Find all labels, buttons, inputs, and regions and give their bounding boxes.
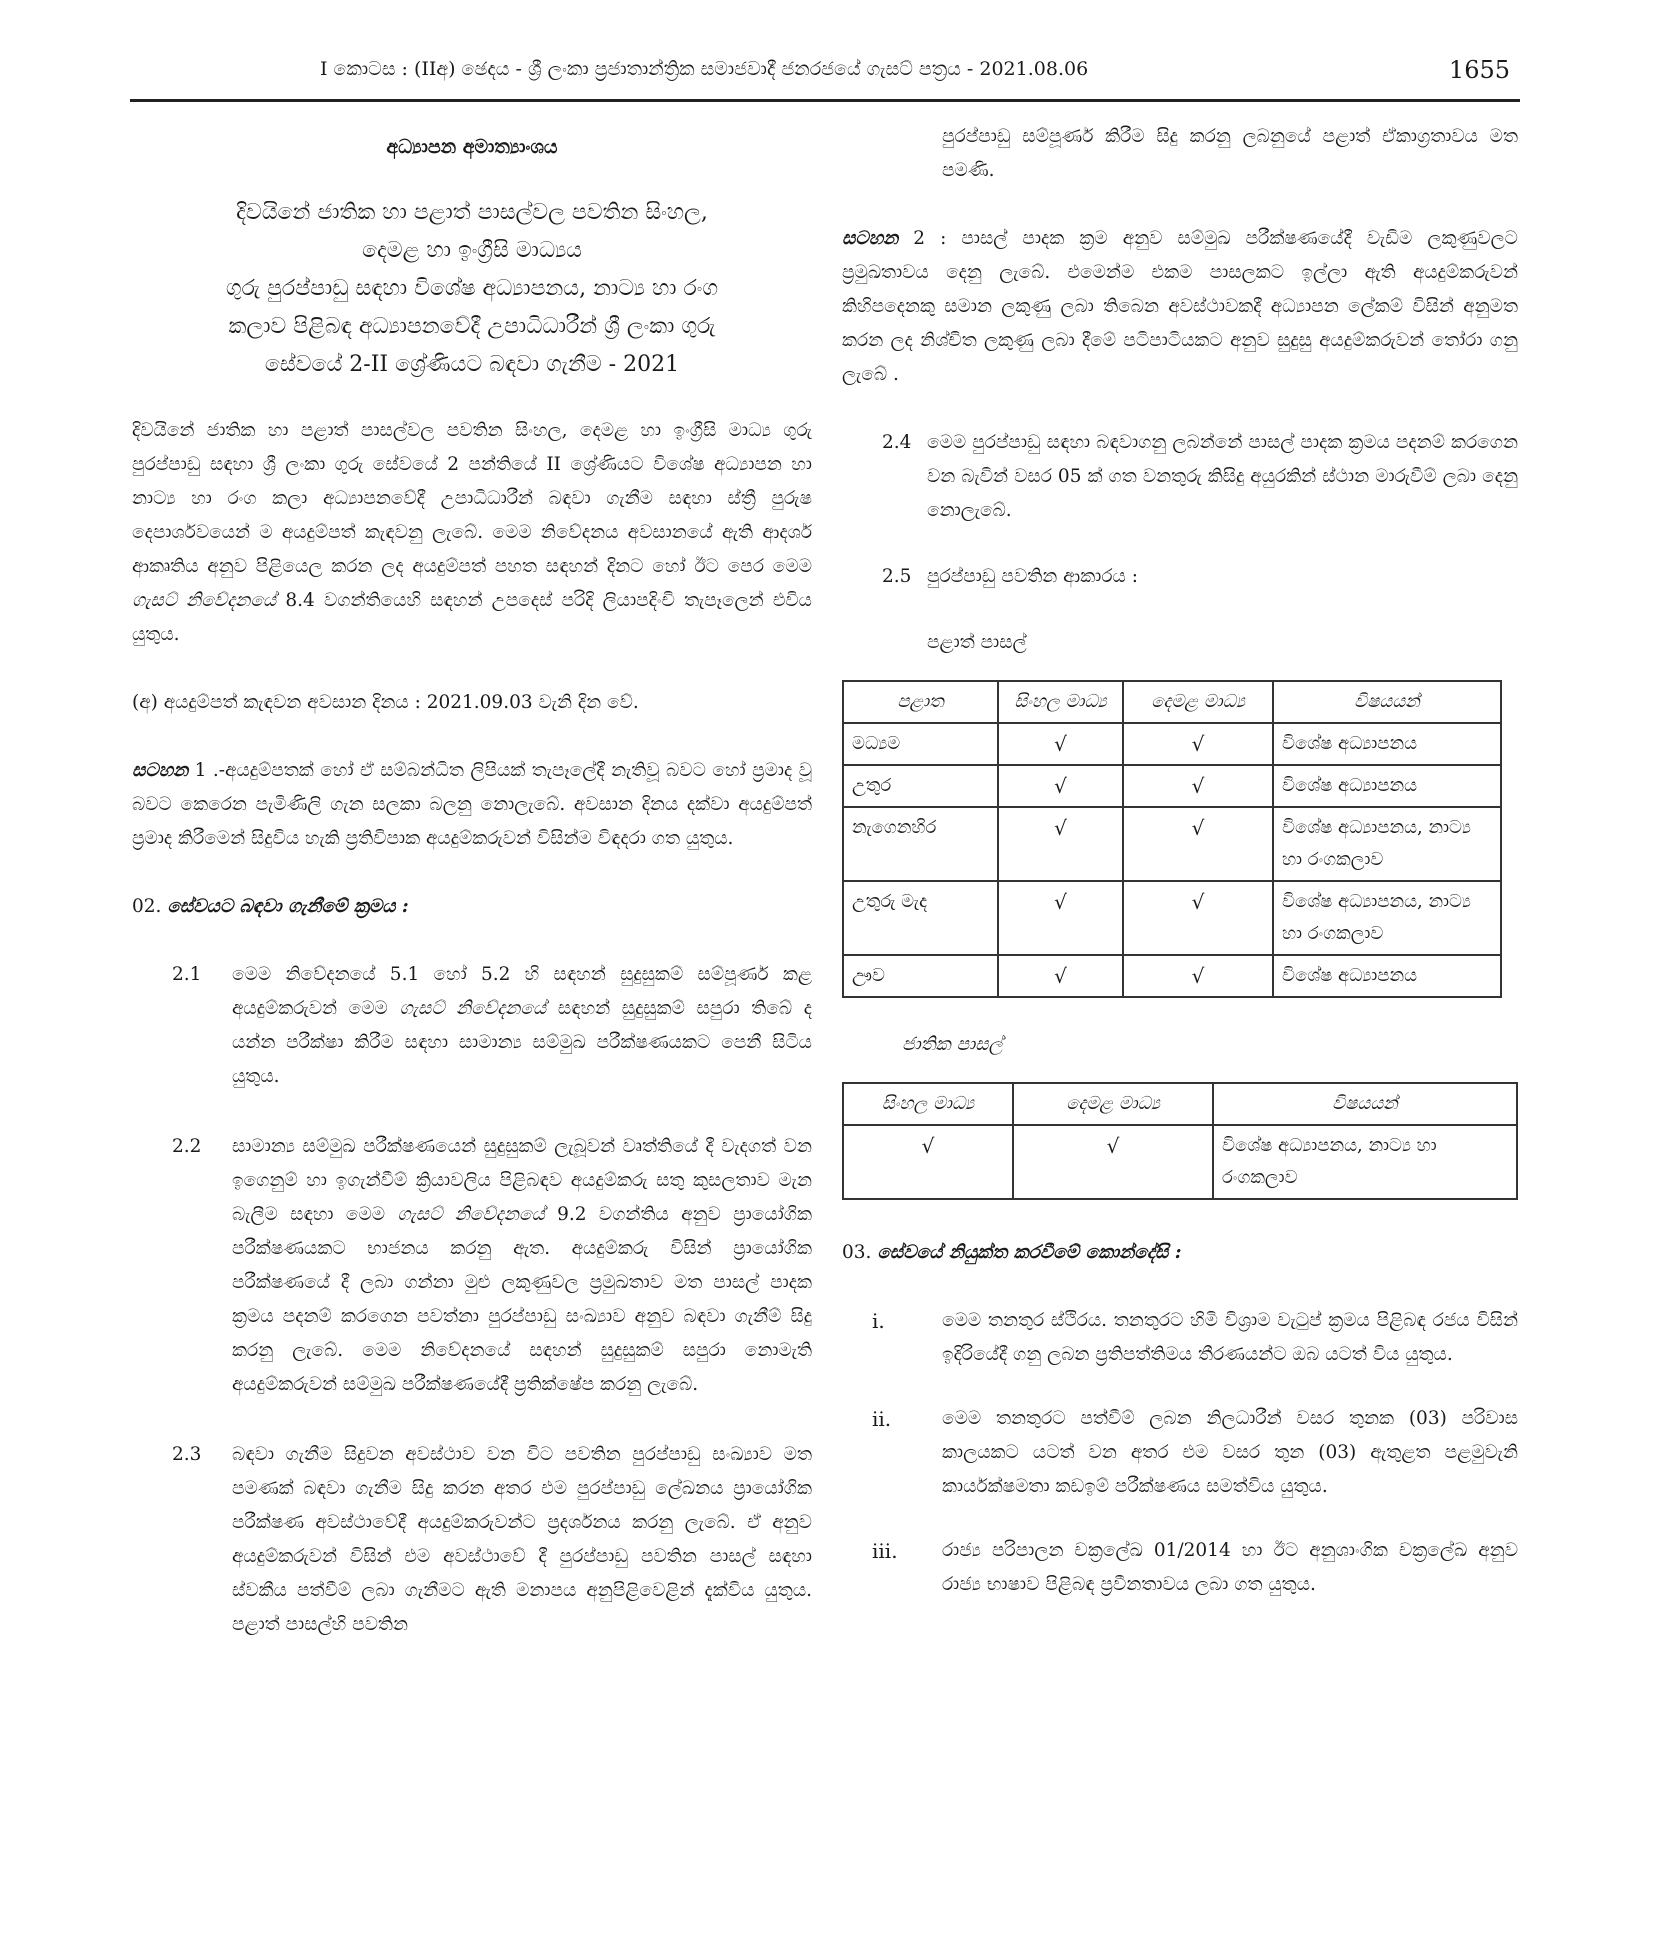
tick-cell: √ bbox=[1123, 723, 1273, 765]
item-text-b: 9.2 වගන්තිය අනුව ප්‍රායෝගික පරීක්ෂණයකට භාජනය කරනු ඇත. අයදුම්කරු විසින් ප්‍රායෝගික පරීක්ෂණයේ දී ලබා ගන්නා මුළු ලකුණුවල ප්‍රමුඛතාව මත පාසල් පාදක ක්‍රමය පදනම් කරගෙන පවත්නා පුරප්පාඩු සංඛ්‍යාව අනුව බඳවා ගැනීම් සිදු කරනු ලැබේ. මෙම නිවේදනයේ සඳහන් සුදුසුකම් සපුරා නොමැති අයදුම්කරුවන් සම්මුඛ පරීක්ෂණයේදී ප්‍රතික්ෂේප කරනු ලැබේ. bbox=[232, 1204, 812, 1395]
section-2-number: 02. bbox=[132, 896, 162, 917]
condition-iii bbox=[842, 1534, 1518, 1602]
note-1 bbox=[132, 754, 812, 856]
table-header: දෙමළ මාධ්‍ය bbox=[1013, 1083, 1213, 1125]
note-2 bbox=[842, 222, 1518, 392]
continued-text: පුරප්පාඩු සම්පූර්ණ කිරීම සිදු කරනු ලබනුයේ පළාත් ඒකාග්‍රතාවය මත පමණි. bbox=[942, 126, 1518, 181]
item-number: 2.5 bbox=[882, 566, 912, 587]
tick-cell: √ bbox=[998, 807, 1123, 881]
table-row bbox=[843, 807, 1501, 881]
table-cell: උතුර bbox=[843, 765, 998, 807]
tick-cell: √ bbox=[843, 1125, 1013, 1199]
table-cell: විශේෂ අධ්‍යාපනය bbox=[1273, 955, 1501, 997]
condition-i bbox=[842, 1304, 1518, 1372]
tick-cell: √ bbox=[1123, 881, 1273, 955]
tick-cell: √ bbox=[1123, 955, 1273, 997]
table-cell: විශේෂ අධ්‍යාපනය, නාට්‍ය හා රංගකලාව bbox=[1213, 1125, 1517, 1199]
section-3-heading bbox=[842, 1236, 1518, 1270]
item-text: බඳවා ගැනීම සිදුවන අවස්ථාව වන විට පවතින පුරප්පාඩු සංඛ්‍යාව මත පමණක් බඳවා ගැනීම සිදු කරන අතර එම පුරප්පාඩු ලේඛනය ප්‍රායෝගික පරීක්ෂණ අවස්ථාවේදී අයදුම්කරුවන්ට ප්‍රදර්ශනය කරනු ලැබේ. ඒ අනුව අයදුම්කරුවන් විසින් එම අවස්ථාවේ දී පුරප්පාඩු පවතින පාසල් සඳහා ස්වකීය පත්වීම් ලබා ගැනීමට ඇති මනාපය අනුපිළිවෙළින් දැක්විය යුතුය. පළාත් පාසල්හි පවතින bbox=[232, 1444, 812, 1635]
item-text-italic: ගැසට් නිවේදනයේ bbox=[397, 1204, 545, 1225]
item-text: මෙම තනතුරට පත්වීම් ලබන නිලධාරීන් වසර තුනක (03) පරිවාස කාලයකට යටත් වන අතර එම වසර තුන (03) ඇතුළත පළමුවැනි කාර්යක්ෂමතා කඩඉම් පරීක්ෂණය සමත්විය යුතුය. bbox=[942, 1408, 1518, 1497]
table-header-row bbox=[843, 1083, 1517, 1125]
tick-cell: √ bbox=[1123, 765, 1273, 807]
item-text-a: සාමාන්‍ය සම්මුඛ පරීක්ෂණයෙන් සුදුසුකම් ලැබූවන් වෘත්තියේ දී වැදගත් වන ඉගෙනුම් හා ඉගැන්වීම් ක්‍රියාවලිය පිළිබඳව අයදුම්කරු සතු කුසලතාව මැන බැලීම සඳහා මෙම bbox=[232, 1136, 812, 1225]
item-number: 2.2 bbox=[172, 1136, 202, 1157]
note-2-label: සටහන bbox=[842, 228, 899, 249]
header-title: I කොටස : (IIඅ) ඡෙදය - ශ්‍රී ලංකා ප්‍රජාතාන්ත්‍රික සමාජවාදී ජනරජයේ ගැසට් පත්‍රය - 2021.08.06 bbox=[320, 58, 1089, 80]
section-3-number: 03. bbox=[842, 1242, 872, 1263]
table-cell: විශේෂ අධ්‍යාපනය, නාට්‍ය හා රංගකලාව bbox=[1273, 807, 1501, 881]
item-2-3 bbox=[132, 1438, 812, 1642]
closing-date: (අ) අයදුම්පත් කැඳවන අවසාන දිනය : 2021.09.03 වැනි දින වේ. bbox=[132, 692, 639, 713]
table-cell: ඌව bbox=[843, 955, 998, 997]
page-number: 1655 bbox=[1448, 56, 1510, 84]
table-header: සිංහල මාධ්‍ය bbox=[843, 1083, 1013, 1125]
ministry-heading: අධ්‍යාපන අමාත්‍යාංශය bbox=[386, 136, 558, 158]
page-header bbox=[130, 52, 1520, 102]
title-line: ගුරු පුරප්පාඩු සඳහා විශේෂ අධ්‍යාපනය, නාට්‍ය හා රංග bbox=[225, 276, 719, 301]
section-2-heading bbox=[132, 890, 812, 924]
item-text: මෙම තනතුර ස්ථිරය. තනතුරට හිමි විශ්‍රාම වැටුප් ක්‍රමය පිළිබඳ රජය විසින් ඉදිරියේදී ගනු ලබන ප්‍රතිපත්තිමය තීරණයන්ට ඔබ යටත් විය යුතුය. bbox=[942, 1310, 1518, 1365]
table-cell: විශේෂ අධ්‍යාපනය bbox=[1273, 723, 1501, 765]
note-1-label: සටහන bbox=[132, 760, 189, 781]
table-row bbox=[843, 723, 1501, 765]
condition-ii bbox=[842, 1402, 1518, 1504]
table-header: පළාත bbox=[843, 681, 998, 723]
item-number: ii. bbox=[872, 1407, 892, 1431]
national-vacancy-table bbox=[842, 1082, 1518, 1200]
table-row bbox=[843, 765, 1501, 807]
intro-paragraph bbox=[132, 414, 812, 652]
table-header: සිංහල මාධ්‍ය bbox=[998, 681, 1123, 723]
section-3-title: සේවයේ නියුක්ත කරවීමේ කොන්දේසි : bbox=[877, 1242, 1182, 1263]
national-schools-label: ජාතික පාසල් bbox=[902, 1034, 1003, 1055]
table-header: දෙමළ මාධ්‍ය bbox=[1123, 681, 1273, 723]
provincial-vacancy-table bbox=[842, 680, 1502, 998]
tick-cell: √ bbox=[998, 765, 1123, 807]
table-cell: විශේෂ අධ්‍යාපනය, නාට්‍ය හා රංගකලාව bbox=[1273, 881, 1501, 955]
table-cell: මධ්‍යම bbox=[843, 723, 998, 765]
table-cell: උතුරු මැද bbox=[843, 881, 998, 955]
item-text: රාජ්‍ය පරිපාලන චක්‍රලේඛ 01/2014 හා ඊට අනුශාංගික චක්‍රලේඛ අනුව රාජ්‍ය භාෂාව පිළිබඳ ප්‍රවීනතාවය ලබා ගත යුතුය. bbox=[942, 1540, 1518, 1595]
table-header: විෂයයන් bbox=[1273, 681, 1501, 723]
intro-italic: ගැසට් නිවේදනයේ bbox=[132, 590, 277, 611]
note-1-text: 1 .-අයදුම්පතක් හෝ ඒ සම්බන්ධිත ලිපියක් තැපෑලේදී නැතිවූ බවට හෝ ප්‍රමාද වූ බවට කෙරෙන පැමිණිලි ගැන සලකා බලනු නොලැබේ. අවසාන දිනය දක්වා අයදුම්පත් ප්‍රමාද කිරීමෙන් සිදුවිය හැකි ප්‍රතිවිපාක අයදුම්කරුවන් විසින්ම විඳදරා ගත යුතුය. bbox=[132, 760, 812, 849]
table-header-row bbox=[843, 681, 1501, 723]
item-number: i. bbox=[872, 1309, 885, 1333]
item-text: මෙම පුරප්පාඩු සඳහා බඳවාගනු ලබන්නේ පාසල් පාදක ක්‍රමය පදනම් කරගෙන වන බැවින් වසර 05 ක් ගත වනතුරු කිසිදු අයුරකින් ස්ථාන මාරුවීම් ලබා දෙනු නොලැබේ. bbox=[927, 432, 1518, 521]
title-line: දිවයිනේ ජාතික හා පළාත් පාසල්වල පවතින සිංහල, bbox=[236, 200, 708, 225]
table-row bbox=[843, 1125, 1517, 1199]
title-line: සේවයේ 2-II ශ්‍රේණියට බඳවා ගැනීම - 2021 bbox=[264, 352, 680, 377]
item-text-b: සඳහන් සුදුසුකම් සපුරා තිබේ ද යන්න පරීක්ෂා කිරීම සඳහා සාමාන්‍ය සම්මුඛ පරීක්ෂණයකට පෙනී සිටිය යුතුය. bbox=[232, 998, 812, 1087]
right-column bbox=[842, 120, 1518, 1632]
left-column bbox=[132, 120, 812, 1678]
notice-title bbox=[132, 194, 812, 384]
table-cell: විශේෂ අධ්‍යාපනය bbox=[1273, 765, 1501, 807]
item-number: iii. bbox=[872, 1539, 898, 1563]
intro-text: දිවයිනේ ජාතික හා පළාත් පාසල්වල පවතින සිංහල, දෙමළ හා ඉංග්‍රීසි මාධ්‍ය ගුරු පුරප්පාඩු සඳහා ශ්‍රී ලංකා ගුරු සේවයේ 2 පන්තියේ II ශ්‍රේණියට විශේෂ අධ්‍යාපන හා නාට්‍ය හා රංග කලා අධ්‍යාපනවේදී උපාධිධාරීන් බඳවා ගැනීම සඳහා ස්ත්‍රී පුරුෂ දෙපාර්ශවයෙන් ම අයදුම්පත් කැඳවනු ලැබේ. මෙම නිවේදනය අවසානයේ ඇති ආදර්ශ ආකෘතිය අනුව පිළියෙල කරන ලද අයදුම්පත් පහත සඳහන් දිනට හෝ ඊට පෙර මෙම bbox=[132, 420, 812, 577]
item-number: 2.4 bbox=[882, 432, 912, 453]
item-2-5 bbox=[842, 560, 1518, 594]
item-text: පුරප්පාඩු පවතින ආකාරය : bbox=[927, 566, 1138, 587]
item-2-2 bbox=[132, 1130, 812, 1402]
table-row bbox=[843, 881, 1501, 955]
tick-cell: √ bbox=[998, 955, 1123, 997]
table-cell: නැගෙනහිර bbox=[843, 807, 998, 881]
tick-cell: √ bbox=[998, 881, 1123, 955]
table-header: විෂයයන් bbox=[1213, 1083, 1517, 1125]
intro-end: 8.4 වගන්තියෙහි සඳහන් උපදෙස් පරිදි ලියාපදිංචි තැපෑලෙන් එවිය යුතුය. bbox=[132, 590, 812, 645]
item-text bbox=[232, 1130, 812, 1402]
section-2-title: සේවයට බඳවා ගැනීමේ ක්‍රමය : bbox=[167, 896, 409, 917]
tick-cell: √ bbox=[1013, 1125, 1213, 1199]
tick-cell: √ bbox=[1123, 807, 1273, 881]
item-number: 2.1 bbox=[172, 964, 202, 985]
item-text-a: මෙම නිවේදනයේ 5.1 හෝ 5.2 හි සඳහන් සුදුසුකම් සම්පූර්ණ කළ අයදුම්කරුවන් මෙම bbox=[232, 964, 812, 1019]
item-2-1 bbox=[132, 958, 812, 1094]
note-2-text: 2 : පාසල් පාදක ක්‍රම අනුව සම්මුඛ පරීක්ෂණයේදී වැඩිම ලකුණුවලට ප්‍රමුඛතාවය දෙනු ලැබේ. එමෙන්ම එකම පාසලකට ඉල්ලා ඇති අයදුම්කරුවන් කිහිපදෙනකු සමාන ලකුණු ලබා තිබෙන අවස්ථාවකදී අධ්‍යාපන ලේකම් විසින් අනුමත කරන ලද නිශ්චිත ලකුණු ලබා දීමේ පටිපාටියකට අනුව සුදුසු අයදුම්කරුවන් තෝරා ගනු ලැබේ . bbox=[842, 228, 1518, 385]
item-2-4 bbox=[842, 426, 1518, 528]
title-line: දෙමළ හා ඉංග්‍රීසි මාධ්‍යය bbox=[362, 238, 582, 263]
table-row bbox=[843, 955, 1501, 997]
item-text bbox=[232, 958, 812, 1094]
provincial-schools-label: පළාත් පාසල් bbox=[927, 632, 1027, 653]
item-number: 2.3 bbox=[172, 1444, 202, 1465]
item-text-italic: ගැසට් නිවේදනයේ bbox=[399, 998, 547, 1019]
title-line: කලාව පිළිබඳ අධ්‍යාපනවේදී උපාධිධාරීන් ශ්‍රී ලංකා ගුරු bbox=[228, 314, 716, 339]
tick-cell: √ bbox=[998, 723, 1123, 765]
